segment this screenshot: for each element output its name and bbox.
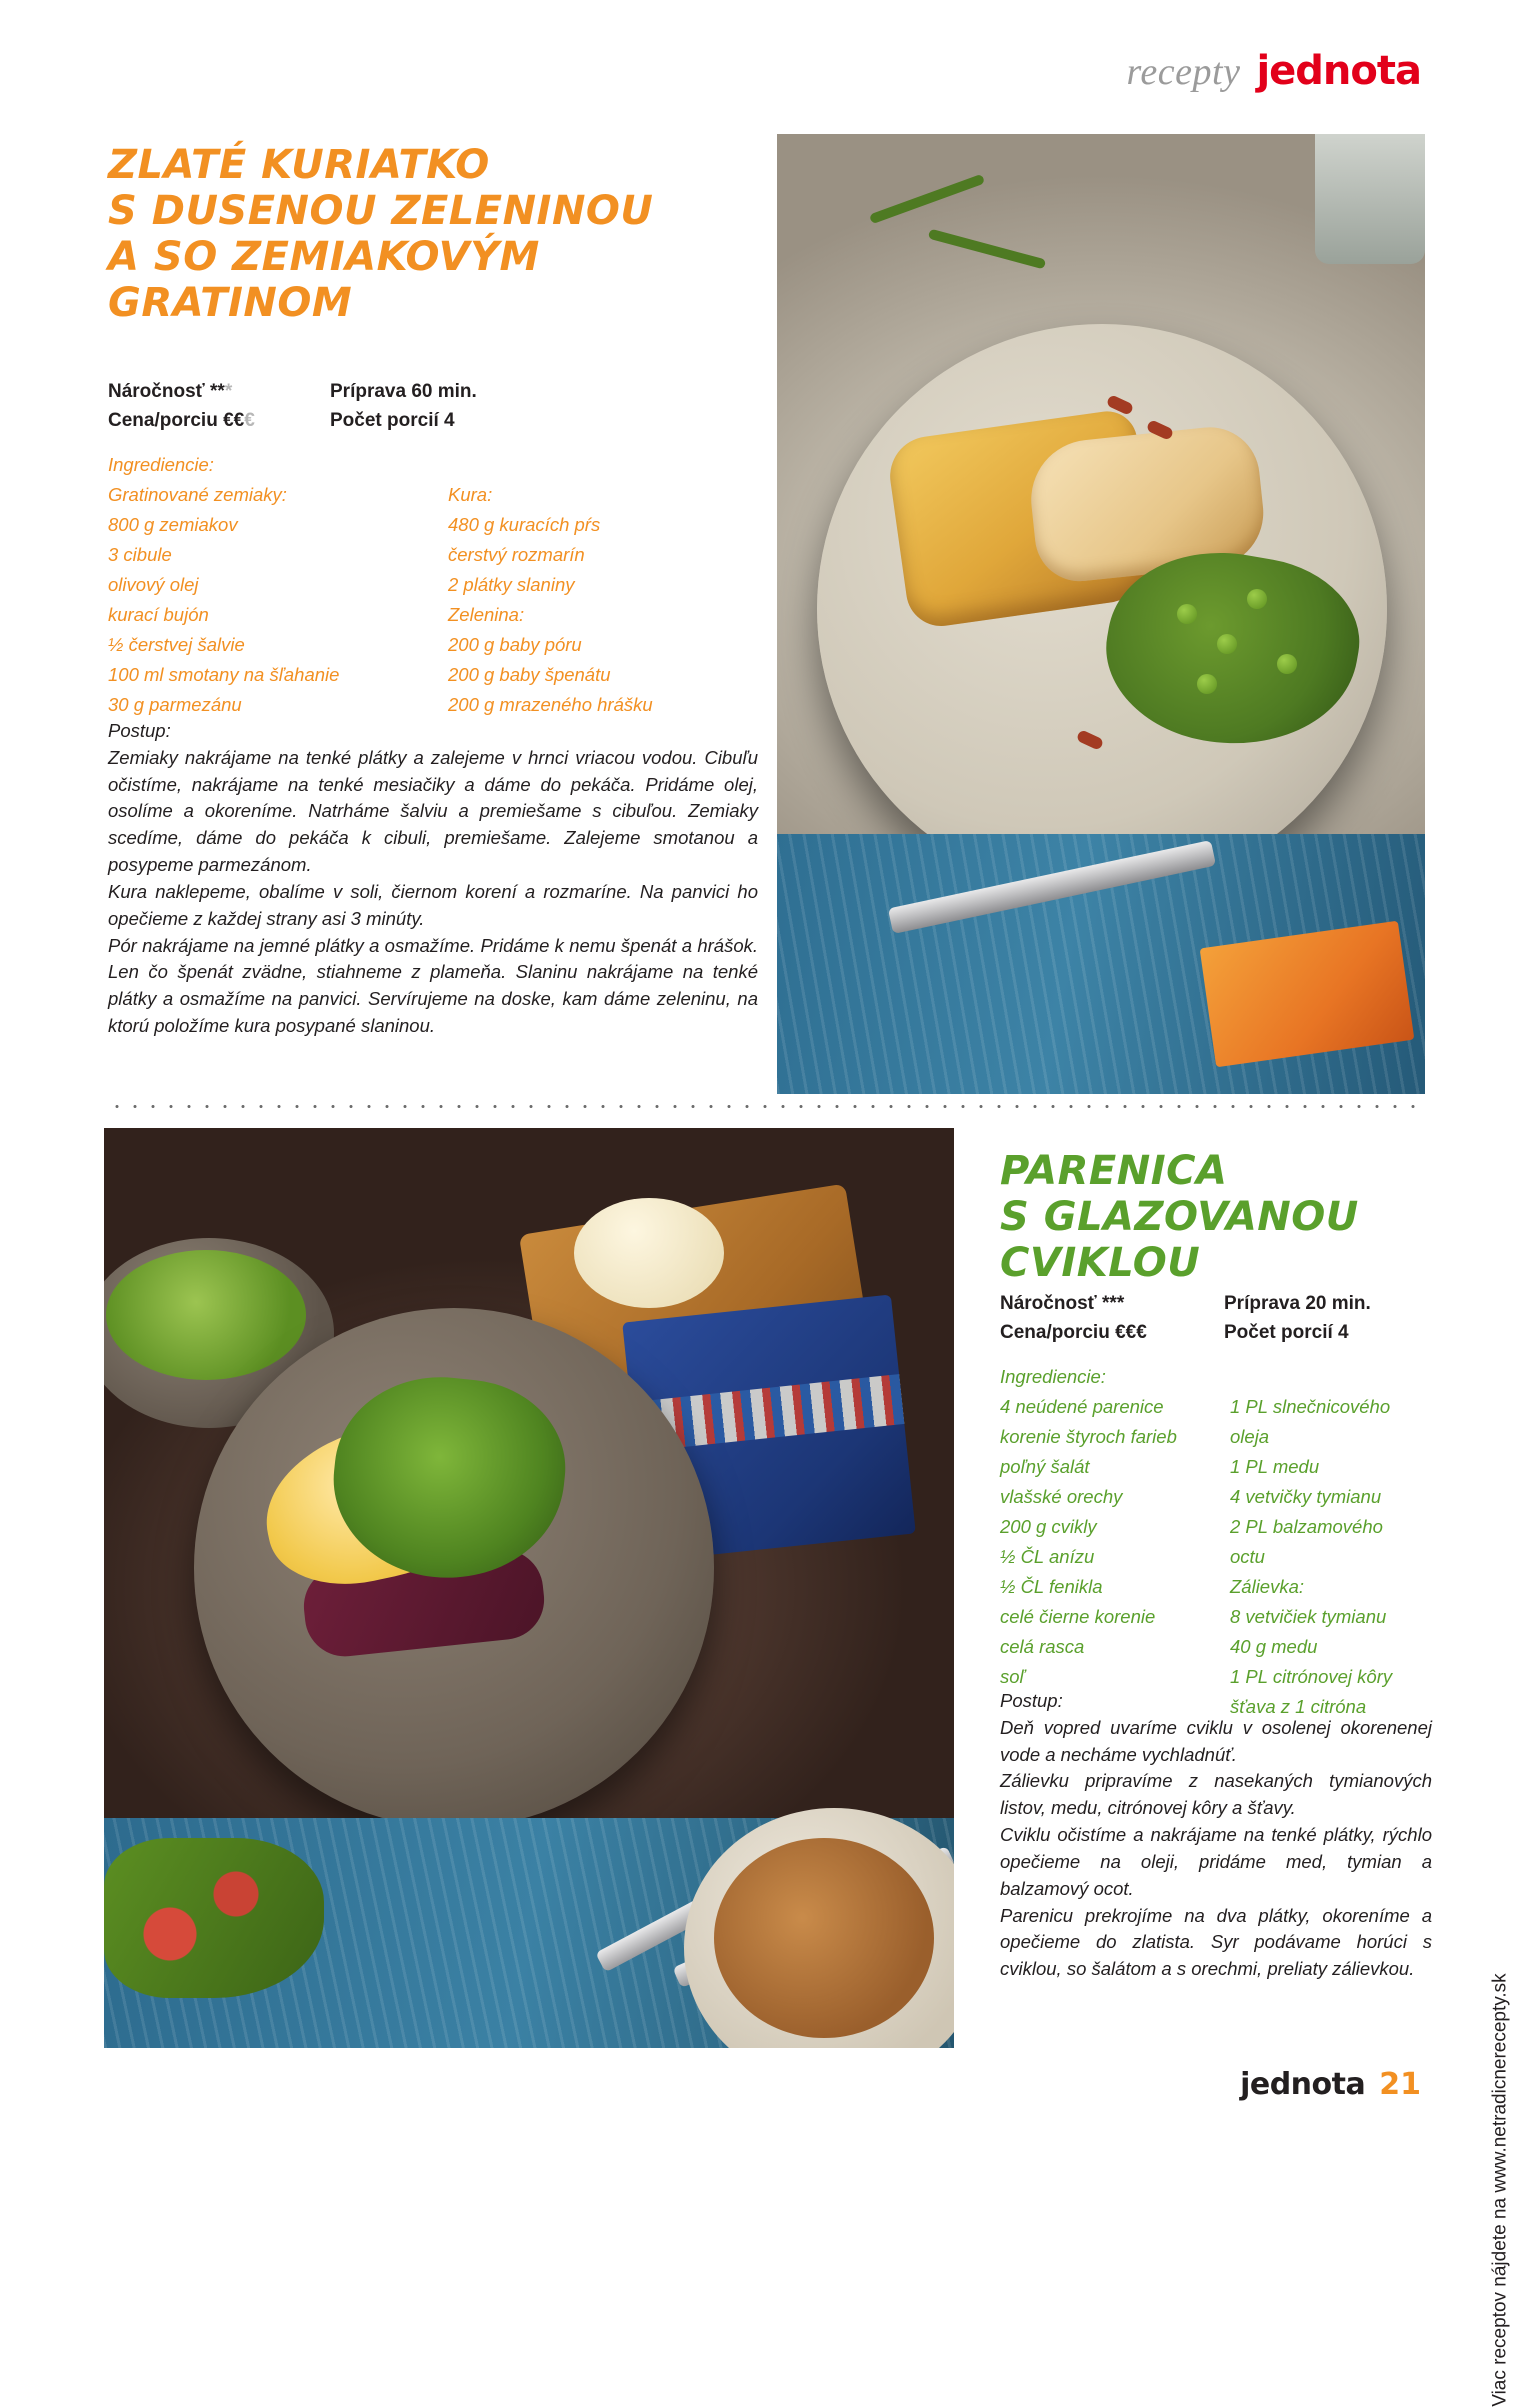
- recipe-1-step-1: Zemiaky nakrájame na tenké plátky a zalejeme v hrnci vriacou vodou. Cibuľu očistíme, nakrájame na tenké mesiačiky a dáme do pekáča. Pridáme olej, osolíme a okoreníme. Natrháme šalviu a premiešame s cibuľou. Zemiaky scedíme, dáme do pekáča k cibuli, premiešame. Zalejeme smotanou a posypeme parmezánom.: [108, 746, 758, 876]
- recipe-1-price: [108, 407, 330, 436]
- photo-salad-leaves: [106, 1250, 306, 1380]
- recipe-2-step-3: Cviklu očistíme a nakrájame na tenké plátky, rýchlo opečieme na oleji, pridáme med, tymian a balzamový ocot.: [1000, 1824, 1432, 1899]
- recipe-2-price: [1000, 1319, 1224, 1348]
- list-item: kurací bujón: [108, 603, 209, 625]
- recipe-1-title-line-1: ZLATÉ KURIATKO: [108, 142, 490, 188]
- recipe-1-difficulty: [108, 378, 330, 407]
- recipe-1-step-3: Pór nakrájame na jemné plátky a osmažíme. Pridáme k nemu špenát a hrášok. Len čo špenát zvädne, stiahneme z plameňa. Slaninu nakrájame na tenké plátky a osmažíme na panvici. Servírujeme na doske, kam dáme zeleninu, na ktorú položíme kura posypané slaninou.: [108, 934, 758, 1036]
- list-item: 800 g zemiakov: [108, 513, 238, 535]
- list-item: 3 cibule: [108, 543, 172, 565]
- recipe-2-ingredients: [1000, 1362, 1450, 1722]
- recipe-2-ingredients-heading: Ingrediencie:: [1000, 1366, 1106, 1387]
- list-item: ½ čerstvej šalvie: [108, 633, 245, 655]
- recipe-2-title: [1000, 1148, 1430, 1286]
- recipe-1-ingredients-column-1: [108, 480, 448, 720]
- list-item: Gratinované zemiaky:: [108, 483, 287, 505]
- list-item: 200 g cvikly: [1000, 1515, 1097, 1537]
- recipe-1-ingredients-column-2: [448, 480, 653, 720]
- list-item: celá rasca: [1000, 1635, 1085, 1657]
- recipe-2-difficulty-label: Náročnosť: [1000, 1293, 1097, 1314]
- list-item: poľný šalát: [1000, 1455, 1090, 1477]
- recipe-2-step-4: Parenicu prekrojíme na dva plátky, okoreníme a opečieme do zlatista. Syr podávame horúci s cviklou, so šalátom a s orechmi, preliaty zálievkou.: [1000, 1904, 1432, 1980]
- list-item: 1 PL medu: [1230, 1455, 1320, 1477]
- recipe-1-photo: [777, 134, 1425, 1094]
- masthead-brand: jednota: [1256, 48, 1421, 94]
- photo-pea: [1197, 674, 1217, 694]
- list-item: šťava z 1 citróna: [1230, 1695, 1367, 1717]
- photo-walnuts: [714, 1838, 934, 2038]
- recipe-1-prep-time: Príprava 60 min.: [330, 381, 477, 402]
- recipe-2-title-line-2: S GLAZOVANOU: [1000, 1194, 1359, 1240]
- recipe-2-difficulty-stars: ***: [1102, 1293, 1125, 1314]
- list-item: čerstvý rozmarín: [448, 543, 585, 565]
- list-item: 30 g parmezánu: [108, 693, 242, 715]
- photo-cheese-roll: [574, 1198, 724, 1308]
- page-number: 21: [1379, 2067, 1421, 2102]
- recipe-1-difficulty-stars: **: [210, 381, 225, 402]
- photo-tulips: [104, 1838, 324, 1998]
- list-item: korenie štyroch farieb: [1000, 1425, 1177, 1447]
- recipe-2-title-line-3: CVIKLOU: [1000, 1240, 1201, 1286]
- list-item: 100 ml smotany na šľahanie: [108, 663, 340, 685]
- list-item: soľ: [1000, 1665, 1025, 1687]
- list-item: 1 PL citrónovej kôry: [1230, 1665, 1393, 1687]
- list-item: 40 g medu: [1230, 1635, 1318, 1657]
- recipe-2-ingredients-column-2: [1230, 1392, 1392, 1722]
- photo-pea: [1247, 589, 1267, 609]
- website-note: Viac receptov nájdete na www.netradicnerecepty.sk: [1489, 1973, 1510, 2407]
- recipe-1-title-line-2: S DUSENOU ZELENINOU: [108, 188, 654, 234]
- list-item: 200 g mrazeného hrášku: [448, 693, 653, 715]
- photo-herb: [869, 174, 985, 224]
- recipe-2-prep-time: Príprava 20 min.: [1224, 1293, 1371, 1314]
- recipe-2-price-label: Cena/porciu: [1000, 1321, 1110, 1343]
- list-item: 1 PL slnečnicového: [1230, 1395, 1391, 1417]
- list-item: vlašské orechy: [1000, 1485, 1123, 1507]
- list-item: 4 neúdené parenice: [1000, 1395, 1164, 1417]
- recipe-1-title-line-4: GRATINOM: [108, 280, 353, 326]
- recipe-1-title: [108, 142, 758, 326]
- list-item: 480 g kuracích pŕs: [448, 513, 601, 535]
- list-item: ½ ČL fenikla: [1000, 1575, 1103, 1597]
- recipe-2-ingredients-column-1: [1000, 1392, 1230, 1722]
- recipe-1-price-value: €€: [223, 409, 245, 431]
- list-item: Zelenina:: [448, 603, 525, 625]
- list-item: 2 plátky slaniny: [448, 573, 575, 595]
- list-item: Kura:: [448, 483, 493, 505]
- masthead: [1127, 48, 1421, 94]
- list-item: ½ ČL anízu: [1000, 1545, 1095, 1567]
- recipe-2-difficulty: [1000, 1290, 1224, 1319]
- list-item: olivový olej: [108, 573, 199, 595]
- list-item: 8 vetvičiek tymianu: [1230, 1605, 1387, 1627]
- page-footer: [1240, 2067, 1421, 2102]
- photo-herb: [928, 229, 1046, 270]
- footer-brand: jednota: [1240, 2067, 1366, 2102]
- recipe-2-title-line-1: PARENICA: [1000, 1148, 1228, 1194]
- recipe-2-servings: Počet porcií 4: [1224, 1321, 1349, 1343]
- recipe-1-ingredients-heading: Ingrediencie:: [108, 454, 214, 475]
- recipe-2-step-1: Deň vopred uvaríme cviklu v osolenej okorenenej vode a necháme vychladnúť.: [1000, 1716, 1432, 1765]
- list-item: 200 g baby póru: [448, 633, 582, 655]
- recipe-1-meta: [108, 378, 728, 435]
- photo-jar: [1315, 134, 1425, 264]
- list-item: celé čierne korenie: [1000, 1605, 1156, 1627]
- recipe-1-difficulty-label: Náročnosť: [108, 381, 205, 402]
- recipe-2-photo: [104, 1128, 954, 2048]
- recipe-2-step-2: Zálievku pripravíme z nasekaných tymianových listov, medu, citrónovej kôry a šťavy.: [1000, 1770, 1432, 1819]
- list-item: 200 g baby špenátu: [448, 663, 611, 685]
- recipe-2-meta: [1000, 1290, 1430, 1347]
- photo-pea: [1217, 634, 1237, 654]
- list-item: oleja: [1230, 1425, 1270, 1447]
- recipe-2-steps: [1000, 1688, 1432, 1983]
- recipe-1-steps: [108, 718, 758, 1040]
- masthead-kicker: recepty: [1126, 51, 1241, 93]
- recipe-1-step-2: Kura naklepeme, obalíme v soli, čiernom korení a rozmaríne. Na panvici ho opečieme z každej strany asi 3 minúty.: [108, 880, 758, 929]
- recipe-1-price-empty: €: [244, 409, 255, 431]
- recipe-1-title-line-3: A SO ZEMIAKOVÝM: [108, 234, 540, 280]
- section-divider: [108, 1105, 1421, 1108]
- recipe-1-difficulty-stars-empty: *: [224, 381, 233, 402]
- recipe-1-servings: Počet porcií 4: [330, 409, 455, 431]
- recipe-1-ingredients: [108, 450, 748, 720]
- list-item: Zálievka:: [1230, 1575, 1305, 1597]
- photo-pea: [1277, 654, 1297, 674]
- recipe-2-steps-heading: Postup:: [1000, 1690, 1063, 1711]
- recipe-1-steps-heading: Postup:: [108, 720, 171, 741]
- list-item: octu: [1230, 1545, 1265, 1567]
- recipe-2-price-value: €€€: [1115, 1321, 1147, 1343]
- list-item: 2 PL balzamového: [1230, 1515, 1383, 1537]
- recipe-1-price-label: Cena/porciu: [108, 409, 218, 431]
- list-item: 4 vetvičky tymianu: [1230, 1485, 1382, 1507]
- photo-pea: [1177, 604, 1197, 624]
